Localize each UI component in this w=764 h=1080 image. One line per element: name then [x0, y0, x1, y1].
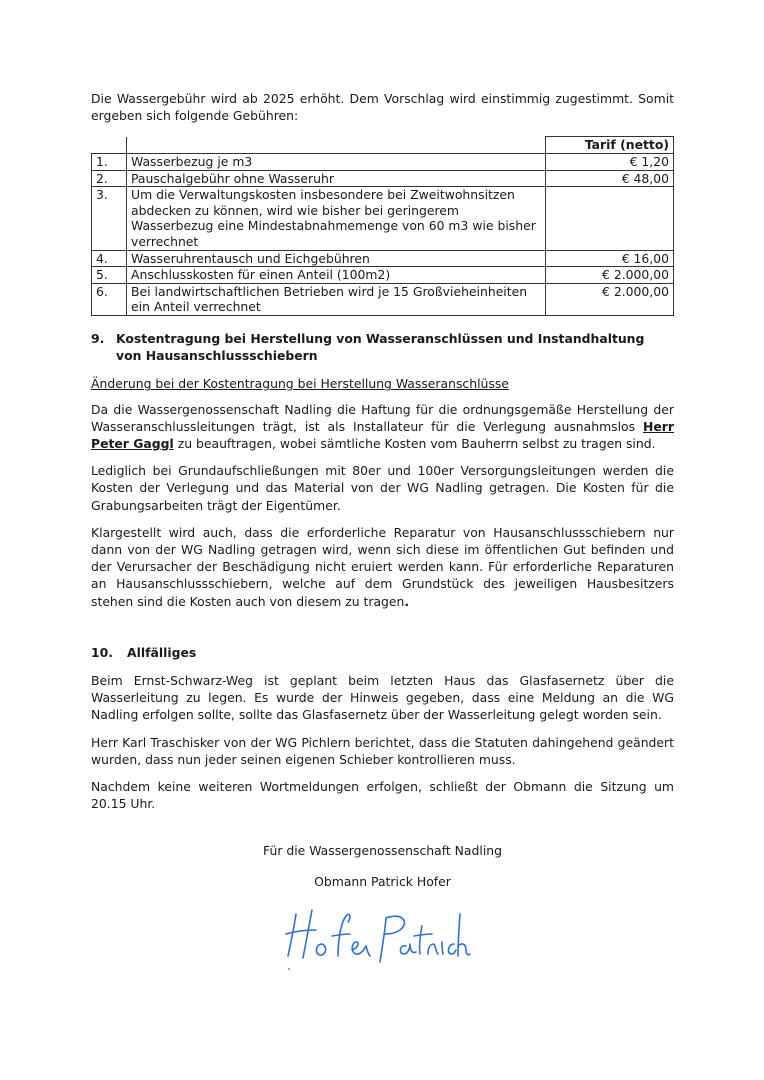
section-title: Kostentragung bei Herstellung von Wasseranschlüssen und Instandhaltung von Hausanschlussschiebern: [116, 330, 645, 364]
section-10-paragraph-1: Beim Ernst-Schwarz-Weg ist geplant beim letzten Haus das Glasfasernetz über die Wasserleitung zu legen. Es wurde der Hinweis gegeben, dass eine Meldung an die WG Nadling erfolgen sollte, sollte das Glasfasernetz über der Wasserleitung gelegt worden sein.: [91, 672, 674, 723]
paragraph-end: .: [404, 593, 410, 609]
header-blank-cell: [127, 137, 546, 154]
row-number: 4.: [92, 250, 127, 267]
fee-table-header-row: [92, 137, 674, 154]
paragraph-text: Da die Wassergenossenschaft Nadling die Haftung für die ordnungsgemäße Herstellung der Wasseranschlussleitungen trägt, ist als Installateur für die Verlegung ausnahmslos: [91, 401, 674, 434]
closing-block: [91, 842, 674, 889]
table-row: [92, 170, 674, 187]
fee-table: [91, 136, 674, 316]
section-number: 9.: [91, 330, 105, 346]
intro-text: Die Wassergebühr wird ab 2025 erhöht. Dem Vorschlag wird einstimmig zugestimmt. Somit ergeben sich folgende Gebühren:: [91, 91, 674, 124]
document-page: [91, 90, 674, 903]
row-number: 5.: [92, 267, 127, 284]
installer-name: Herr Peter Gaggl: [91, 418, 674, 451]
ink-dot: [288, 968, 290, 970]
row-description: Pauschalgebühr ohne Wasseruhr: [127, 170, 546, 187]
handwritten-signature: [282, 904, 472, 974]
row-value: € 16,00: [546, 250, 674, 267]
section-number: 10.: [91, 644, 113, 660]
row-value: € 48,00: [546, 170, 674, 187]
table-row: [92, 187, 674, 250]
row-value: [546, 187, 674, 250]
section-9-paragraph-1: [91, 401, 674, 453]
closing-signatory: Obmann Patrick Hofer: [314, 873, 451, 889]
row-description: Wasserbezug je m3: [127, 154, 546, 171]
paragraph-text: zu beauftragen, wobei sämtliche Kosten vom Bauherrn selbst zu tragen sind.: [173, 435, 656, 451]
row-description: Bei landwirtschaftlichen Betrieben wird je 15 Großvieheinheiten ein Anteil verrechnet: [127, 283, 546, 315]
section-10-heading: [91, 644, 674, 661]
row-value: € 1,20: [546, 154, 674, 171]
closing-organization: Für die Wassergenossenschaft Nadling: [263, 843, 502, 859]
table-row: [92, 283, 674, 315]
signature-strokes: [286, 910, 470, 962]
section-10-paragraph-2: Herr Karl Traschisker von der WG Pichlern berichtet, dass die Statuten dahingehend geändert wurden, dass nun jeder seinen eigenen Schieber kontrollieren muss.: [91, 734, 674, 767]
section-title: Allfälliges: [127, 644, 197, 660]
section-9-paragraph-2: Lediglich bei Grundaufschließungen mit 80er und 100er Versorgungsleitungen werden die Kosten der Verlegung und das Material von der WG Nadling getragen. Die Kosten für die Grabungsarbeiten trägt der Eigentümer.: [91, 463, 674, 513]
tariff-header: Tarif (netto): [546, 137, 674, 154]
row-description: Um die Verwaltungskosten insbesondere bei Zweitwohnsitzen abdecken zu können, wird wie bisher bei geringerem Wasserbezug eine Mindestabnahmemenge von 60 m3 wie bisher verrechnet: [127, 187, 546, 250]
row-number: 2.: [92, 170, 127, 187]
row-value: € 2.000,00: [546, 283, 674, 315]
section-9-heading: [91, 330, 674, 364]
section-10-paragraph-3: Nachdem keine weiteren Wortmeldungen erfolgen, schließt der Obmann die Sitzung um 20.15 Uhr.: [91, 779, 674, 812]
row-number: 6.: [92, 283, 127, 315]
row-number: 3.: [92, 187, 127, 250]
section-9-subheading: Änderung bei der Kostentragung bei Herstellung Wasseranschlüsse: [91, 376, 509, 392]
table-row: [92, 267, 674, 284]
row-value: € 2.000,00: [546, 267, 674, 284]
table-row: [92, 154, 674, 171]
header-blank-cell: [92, 137, 127, 154]
row-description: Anschlusskosten für einen Anteil (100m2): [127, 267, 546, 284]
row-number: 1.: [92, 154, 127, 171]
paragraph-text: Klargestellt wird auch, dass die erforderliche Reparatur von Hausanschlussschiebern nur dann von der WG Nadling getragen wird, wenn sich diese im öffentlichen Gut befinden und der Verursacher der Beschädigung nicht eruiert werden kann. Für erforderliche Reparaturen an Hausanschlussschiebern, welche auf dem Grundstück des jeweiligen Hausbesitzers stehen sind die Kosten auch von diesem zu tragen: [91, 524, 674, 609]
row-description: Wasseruhrentausch und Eichgebühren: [127, 250, 546, 267]
section-9-paragraph-3: [91, 524, 674, 610]
table-row: [92, 250, 674, 267]
